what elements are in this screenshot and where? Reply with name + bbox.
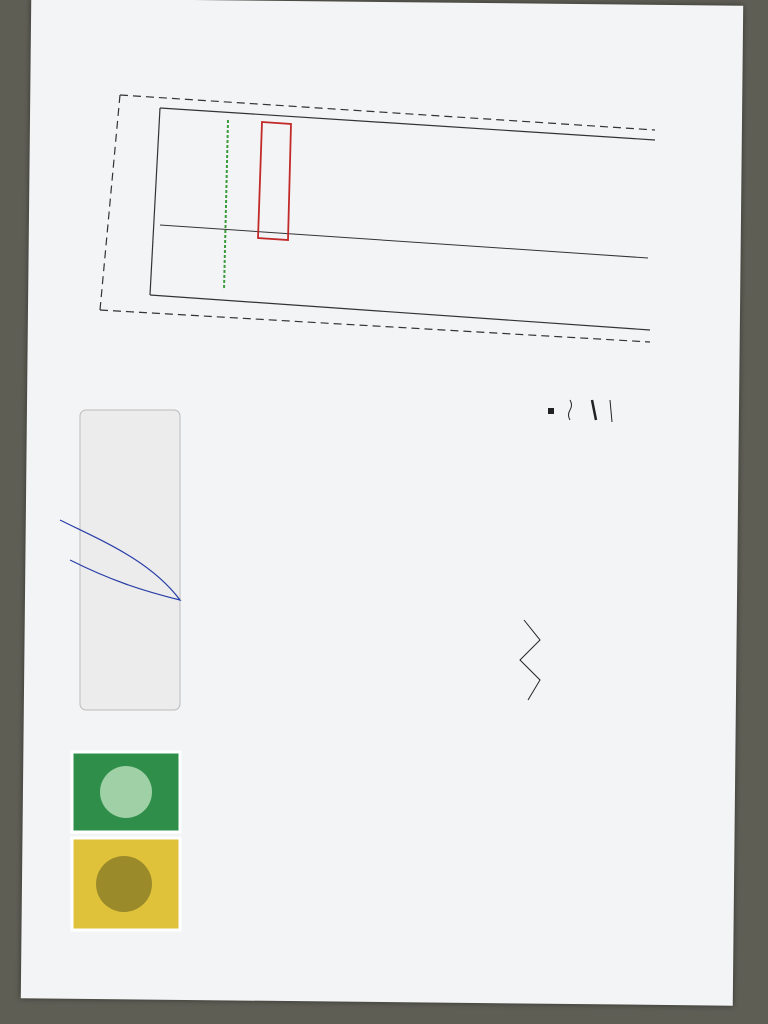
lot-69-outline <box>258 122 291 240</box>
stenen-schutting-icon <box>592 400 596 420</box>
glis-stamp <box>60 410 180 710</box>
road-lines <box>100 95 655 342</box>
north-arrow-icon <box>520 620 540 700</box>
zinken-schutting-icon <box>569 400 572 420</box>
grenspaal-icon <box>610 400 612 422</box>
emblem-icon <box>100 766 152 818</box>
emblem-icon-2 <box>96 856 152 912</box>
revenue-stamps <box>72 752 180 930</box>
green-hedge <box>224 120 228 290</box>
middle-line <box>160 225 648 258</box>
legend <box>548 400 612 422</box>
kolom-icon <box>548 408 554 414</box>
